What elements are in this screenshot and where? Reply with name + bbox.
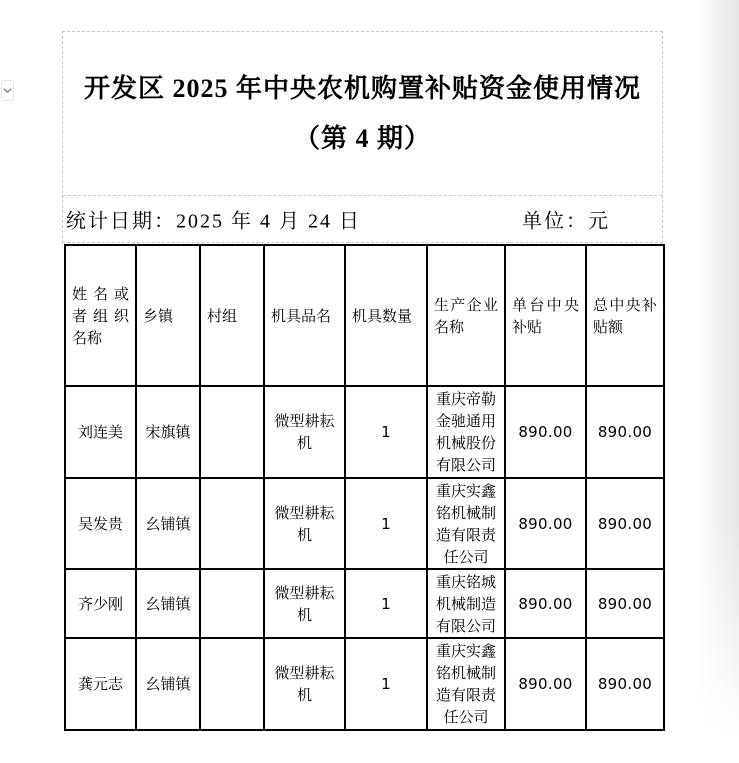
table-row xyxy=(65,638,664,730)
cell-manufacturer: 重庆实鑫铭机械制造有限责任公司 xyxy=(427,638,505,730)
table-row xyxy=(65,569,664,638)
col-header-name-org: 姓名或者组织名称 xyxy=(65,245,136,386)
title-line-1: 开发区 2025 年中央农机购置补贴资金使用情况 xyxy=(83,73,641,103)
chevron-down-icon xyxy=(3,88,12,94)
subsidy-table xyxy=(64,244,665,731)
cell-name: 刘连美 xyxy=(65,386,136,478)
unit-label: 单位：元 xyxy=(522,210,610,233)
cell-total-subsidy: 890.00 xyxy=(586,478,664,569)
cell-quantity: 1 xyxy=(345,569,427,638)
cell-village xyxy=(200,386,264,478)
col-header-unit-subsidy: 单台中央补贴 xyxy=(505,245,586,386)
cell-total-subsidy: 890.00 xyxy=(586,386,664,478)
cell-township: 幺铺镇 xyxy=(136,569,200,638)
cell-unit-subsidy: 890.00 xyxy=(505,569,586,638)
cell-quantity: 1 xyxy=(345,386,427,478)
cell-machine: 微型耕耘机 xyxy=(264,569,345,638)
col-header-quantity: 机具数量 xyxy=(345,245,427,386)
cell-township: 宋旗镇 xyxy=(136,386,200,478)
cell-total-subsidy: 890.00 xyxy=(586,638,664,730)
table-header-row xyxy=(65,245,664,386)
col-header-village: 村组 xyxy=(200,245,264,386)
stats-row xyxy=(63,196,662,242)
cell-machine: 微型耕耘机 xyxy=(264,478,345,569)
cell-quantity: 1 xyxy=(345,478,427,569)
stats-date: 统计日期：2025 年 4 月 24 日 xyxy=(66,210,361,233)
cell-village xyxy=(200,569,264,638)
col-header-total-subsidy: 总中央补贴额 xyxy=(586,245,664,386)
cell-machine: 微型耕耘机 xyxy=(264,386,345,478)
col-header-manufacturer: 生产企业名称 xyxy=(427,245,505,386)
title-line-2: （第 4 期） xyxy=(293,123,431,153)
cell-township: 幺铺镇 xyxy=(136,478,200,569)
table-row xyxy=(65,478,664,569)
collapse-button[interactable] xyxy=(1,80,14,101)
cell-unit-subsidy: 890.00 xyxy=(505,478,586,569)
table-row xyxy=(65,386,664,478)
cell-manufacturer: 重庆帝勒金驰通用机械股份有限公司 xyxy=(427,386,505,478)
cell-unit-subsidy: 890.00 xyxy=(505,386,586,478)
cell-village xyxy=(200,478,264,569)
page-edge-shadow xyxy=(697,0,739,763)
cell-township: 幺铺镇 xyxy=(136,638,200,730)
cell-village xyxy=(200,638,264,730)
cell-name: 吴发贵 xyxy=(65,478,136,569)
col-header-township: 乡镇 xyxy=(136,245,200,386)
document-title xyxy=(63,32,662,196)
cell-quantity: 1 xyxy=(345,638,427,730)
cell-manufacturer: 重庆实鑫铭机械制造有限责任公司 xyxy=(427,478,505,569)
col-header-machine: 机具品名 xyxy=(264,245,345,386)
document-title-block xyxy=(62,31,663,243)
cell-machine: 微型耕耘机 xyxy=(264,638,345,730)
cell-unit-subsidy: 890.00 xyxy=(505,638,586,730)
cell-name: 齐少刚 xyxy=(65,569,136,638)
cell-manufacturer: 重庆铭城机械制造有限公司 xyxy=(427,569,505,638)
cell-name: 龚元志 xyxy=(65,638,136,730)
cell-total-subsidy: 890.00 xyxy=(586,569,664,638)
